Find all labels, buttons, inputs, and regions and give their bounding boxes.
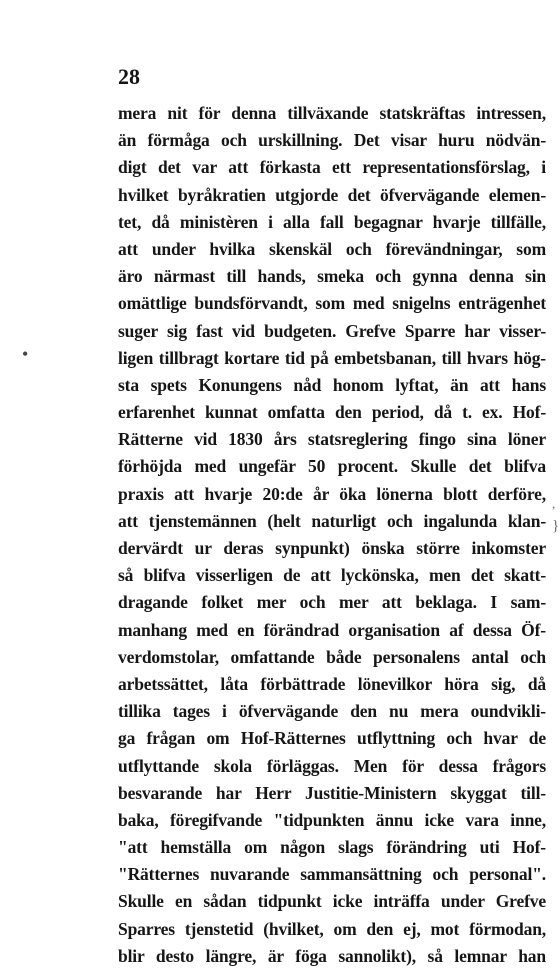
text-line: "att hemställa om någon slags förändring uti Hof- <box>118 837 546 858</box>
text-line: erfarenhet kunnat omfatta den period, då t. ex. Hof- <box>118 402 546 423</box>
text-line: praxis att hvarje 20:de år öka lönerna blott derföre, <box>118 483 546 504</box>
text-line: digt det var att förkasta ett representationsförslag, i <box>118 157 546 178</box>
text-line: arbetssättet, låta förbättrade lönevilkor höra sig, då <box>118 673 546 694</box>
text-line: förhöjda med ungefär 50 procent. Skulle det blifva <box>118 456 546 477</box>
text-line: besvarande har Herr Justitie-Ministern skyggat till- <box>118 782 546 803</box>
text-line: utflyttande skola förläggas. Men för dessa frågors <box>118 755 546 776</box>
margin-comma-mark: , <box>552 496 556 511</box>
page-number: 28 <box>118 64 140 89</box>
margin-dot-mark: • <box>22 344 29 364</box>
text-line: ligen tillbragt kortare tid på embetsbanan, till hvars hög- <box>118 347 546 368</box>
body-text <box>118 100 546 970</box>
text-line: blir desto längre, är föga sannolikt), så lemnar han <box>118 945 546 966</box>
text-line: sta spets Konungens nåd honom lyftat, än att hans <box>118 374 546 395</box>
text-line: så blifva visserligen de att lyckönska, men det skatt- <box>118 565 546 586</box>
text-line: dervärdt ur deras synpunkt) önska större inkomster <box>118 538 546 558</box>
text-line: dragande folket mer och mer att beklaga. I sam- <box>118 592 546 613</box>
text-line: Rätterne vid 1830 års statsreglering fingo sina löner <box>118 429 546 450</box>
margin-bracket-mark: } <box>552 518 560 534</box>
text-line: Skulle en sådan tidpunkt icke inträffa under Grefve <box>118 891 546 912</box>
text-line: mera nit för denna tillväxande statskräftas intressen, <box>118 103 546 123</box>
text-line: att under hvilka skenskäl och förevändningar, som <box>118 238 546 259</box>
text-line: manhang med en förändrad organisation af dessa Öf- <box>118 619 546 640</box>
text-line: än förmåga och urskillning. Det visar huru nödvän- <box>118 130 546 151</box>
text-line: ga frågan om Hof-Rätternes utflyttning och hvar de <box>118 728 546 749</box>
text-line: tet, då ministèren i alla fall begagnar hvarje tillfälle, <box>118 211 546 232</box>
text-line: äro närmast till hands, smeka och gynna denna sin <box>118 266 546 287</box>
text-line: "Rätternes nuvarande sammansättning och personal". <box>118 864 546 885</box>
text-line: tillika tages i öfvervägande den nu mera oundvikli- <box>118 701 546 722</box>
text-line: att tjenstemännen (helt naturligt och ingalunda klan- <box>118 510 546 531</box>
text-line: suger sig fast vid budgeten. Grefve Sparre har visser- <box>118 320 546 341</box>
text-line: hvilket byråkratien utgjorde det öfvervägande elemen- <box>118 184 546 205</box>
text-line: omättlige bundsförvandt, som med snigelns enträgenhet <box>118 293 546 314</box>
text-line: Sparres tjenstetid (hvilket, om den ej, mot förmodan, <box>118 918 546 939</box>
text-line: verdomstolar, omfattande både personalens antal och <box>118 646 546 667</box>
text-line: baka, föregifvande "tidpunkten ännu icke vara inne, <box>118 809 546 830</box>
